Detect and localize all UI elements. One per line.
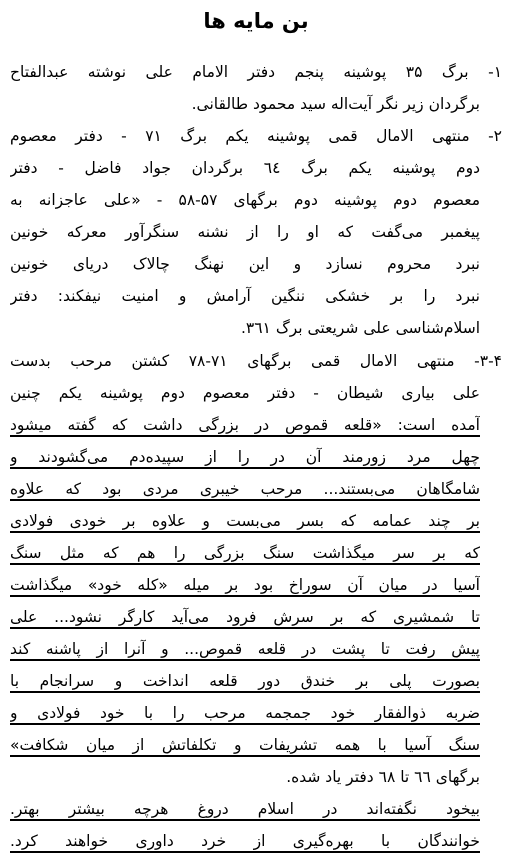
reference-line: ۳-۴- منتهی الامال قمی برگهای ۷۱-۷۸ کشتن مرحب بدست (10, 352, 502, 370)
reference-line: معصوم دوم پوشینه دوم برگهای ۵۷-۵۸ - «علی عاجزانه به (10, 191, 480, 209)
reference-line: آمده است: «قلعه قموص در بزرگی داشت که گفته میشود (10, 416, 480, 434)
reference-line: سنگ آسیا با همه تشریفات و تکلفاتش از میان شکافت» (10, 736, 480, 754)
reference-line: علی بیاری شیطان - دفتر معصوم دوم پوشینه یکم چنین (10, 384, 480, 402)
reference-line: که بر سر میگذاشت سنگ بزرگی را هم که مثل سنگ (10, 544, 480, 562)
reference-line: ۲- منتهی الامال قمی پوشینه یکم برگ ۷۱ - دفتر معصوم (10, 127, 502, 145)
reference-line: تا شمشیری که بر سرش فرود می‌آید کارگر نشود... علی (10, 608, 480, 626)
reference-line: اسلام‌شناسی علی شریعتی برگ ۳٦۱. (240, 319, 480, 337)
reference-line: برگهای ٦٦ تا ٦٨ دفتر یاد شده. (286, 768, 480, 786)
reference-line: ضربه ذوالفقار خود جمجمه مرحب را با خود فولادی و (10, 704, 480, 722)
reference-line: نبرد را بر خشکی ننگین آرامش و امنیت نیفکند: دفتر (10, 287, 480, 305)
closing-remark: خوانندگان با بهره‌گیری از خرد داوری خواهند کرد. (10, 832, 480, 850)
reference-line: پیغمبر می‌گفت که او را از نشنه سنگرآور معرکه خونین (10, 223, 480, 241)
reference-line: بر چند عمامه که بسر می‌بست و علاوه بر خودی فولادی (10, 512, 480, 530)
reference-line: ۱- برگ ۳۵ پوشینه پنجم دفتر الامام علی نوشته عبدالفتاح (10, 63, 502, 81)
closing-remark: بیخود نگفته‌اند در اسلام دروغ هرچه بیشتر بهتر. (10, 800, 480, 818)
reference-line: چهل مرد زورمند آن در را از سپیده‌دم می‌گشودند و (10, 448, 480, 466)
reference-line: پیش رفت تا پشت در قلعه قموص... و آنرا از پاشنه کند (10, 640, 480, 658)
page-title: بن مایه ها (203, 9, 309, 33)
reference-line: بصورت پلی بر خندق دور قلعه انداخت و سرانجام با (10, 672, 480, 690)
reference-line: شامگاهان می‌بستند... مرحب خیبری مردی بود که علاوه (10, 480, 480, 498)
reference-line: برگردان زیر نگر آیت‌اله سید محمود طالقانی. (191, 95, 480, 113)
reference-line: نبرد محروم نسازد و این نهنگ چالاک دریای خونین (10, 255, 480, 273)
reference-line: دوم پوشینه یکم برگ ٦٤ برگردان جواد فاضل - دفتر (10, 159, 480, 177)
reference-line: آسیا در میان آن سوراخ بود بر میله «کله خود» میگذاشت (10, 576, 480, 594)
